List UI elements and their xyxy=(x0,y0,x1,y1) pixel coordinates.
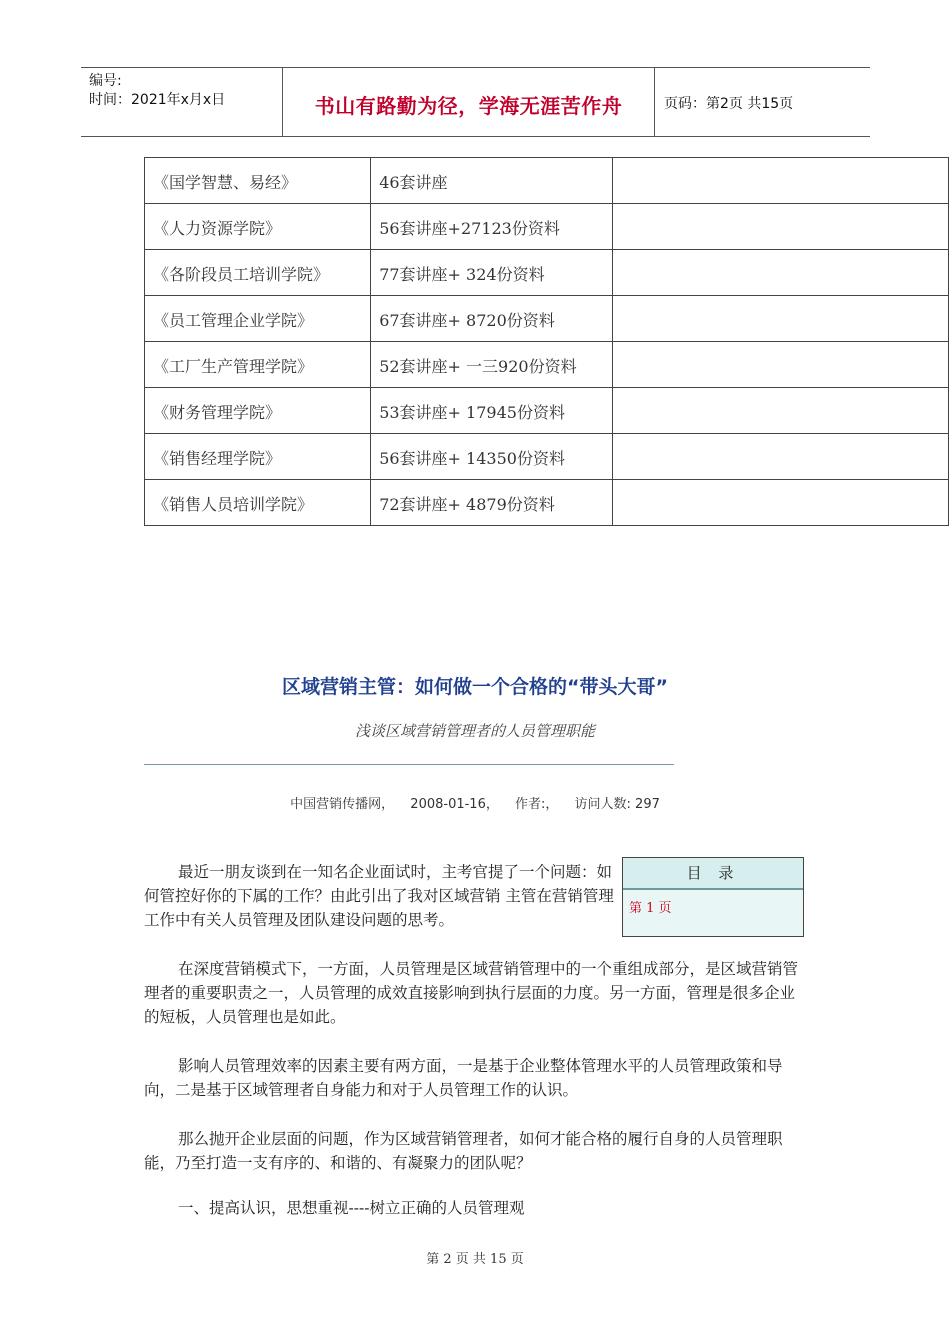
header-time-label: 时间：2021年x月x日 xyxy=(89,92,226,108)
table-cell-name: 《人力资源学院》 xyxy=(145,204,371,250)
table-cell-note xyxy=(613,388,949,434)
header-number-label: 编号: xyxy=(89,73,122,89)
table-cell-name: 《销售经理学院》 xyxy=(145,434,371,480)
table-cell-name: 《员工管理企业学院》 xyxy=(145,296,371,342)
toc-heading: 目 录 xyxy=(623,858,803,890)
table-cell-content: 77套讲座+ 324份资料 xyxy=(371,250,613,296)
table-cell-note xyxy=(613,480,949,526)
table-cell-name: 《各阶段员工培训学院》 xyxy=(145,250,371,296)
table-cell-content: 53套讲座+ 17945份资料 xyxy=(371,388,613,434)
article-subtitle: 浅谈区域营销管理者的人员管理职能 xyxy=(354,722,595,740)
table-row xyxy=(145,250,949,296)
table-row xyxy=(145,204,949,250)
divider xyxy=(144,764,674,765)
resource-table xyxy=(144,157,949,526)
table-row xyxy=(145,158,949,204)
toc-item-page-1[interactable]: 第 1 页 xyxy=(629,901,672,916)
table-cell-note xyxy=(613,296,949,342)
table-cell-name: 《财务管理学院》 xyxy=(145,388,371,434)
meta-date: 2008-01-16， xyxy=(410,797,499,812)
article-paragraph: 在深度营销模式下，一方面，人员管理是区域营销管理中的一个重组成部分，是区域营销管理者的重要职责之一，人员管理的成效直接影响到执行层面的力度。另一方面，管理是很多企业的短板，人员管理也是如此。 xyxy=(144,960,799,1026)
table-cell-note xyxy=(613,204,949,250)
page-footer: 第 2 页 共 15 页 xyxy=(426,1252,524,1267)
table-row xyxy=(145,342,949,388)
table-cell-content: 67套讲座+ 8720份资料 xyxy=(371,296,613,342)
table-row xyxy=(145,480,949,526)
header-left xyxy=(89,72,225,110)
table-cell-content: 46套讲座 xyxy=(371,158,613,204)
table-cell-name: 《国学智慧、易经》 xyxy=(145,158,371,204)
header-motto: 书山有路勤为径，学海无涯苦作舟 xyxy=(314,94,623,118)
table-cell-content: 52套讲座+ 一三920份资料 xyxy=(371,342,613,388)
table-cell-name: 《销售人员培训学院》 xyxy=(145,480,371,526)
article-paragraph: 一、提高认识，思想重视----树立正确的人员管理观 xyxy=(178,1199,525,1217)
meta-visits: 访问人数: 297 xyxy=(574,797,660,812)
table-cell-content: 56套讲座+ 14350份资料 xyxy=(371,434,613,480)
table-cell-content: 56套讲座+27123份资料 xyxy=(371,204,613,250)
article-meta xyxy=(0,793,950,812)
table-cell-note xyxy=(613,434,949,480)
table-cell-note xyxy=(613,158,949,204)
toc-box xyxy=(622,857,804,937)
table-row xyxy=(145,434,949,480)
article-title: 区域营销主管：如何做一个合格的“带头大哥” xyxy=(282,676,668,698)
page-header xyxy=(81,67,870,137)
table-cell-note xyxy=(613,250,949,296)
table-cell-content: 72套讲座+ 4879份资料 xyxy=(371,480,613,526)
article-paragraph: 最近一朋友谈到在一知名企业面试时，主考官提了一个问题：如何管控好你的下属的工作？由此引出了我对区域营销 主管在营销管理工作中有关人员管理及团队建设问题的思考。 xyxy=(144,863,614,929)
article-paragraph: 那么抛开企业层面的问题，作为区域营销管理者，如何才能合格的履行自身的人员管理职能，乃至打造一支有序的、和谐的、有凝聚力的团队呢？ xyxy=(144,1130,783,1172)
table-cell-name: 《工厂生产管理学院》 xyxy=(145,342,371,388)
table-row xyxy=(145,388,949,434)
header-divider xyxy=(654,68,655,136)
table-row xyxy=(145,296,949,342)
meta-source: 中国营销传播网， xyxy=(290,797,395,812)
meta-author: 作者:， xyxy=(515,797,559,812)
table-cell-note xyxy=(613,342,949,388)
header-page-info: 页码：第2页 共15页 xyxy=(664,96,794,112)
article-paragraph: 影响人员管理效率的因素主要有两方面，一是基于企业整体管理水平的人员管理政策和导向，二是基于区域管理者自身能力和对于人员管理工作的认识。 xyxy=(144,1057,783,1099)
